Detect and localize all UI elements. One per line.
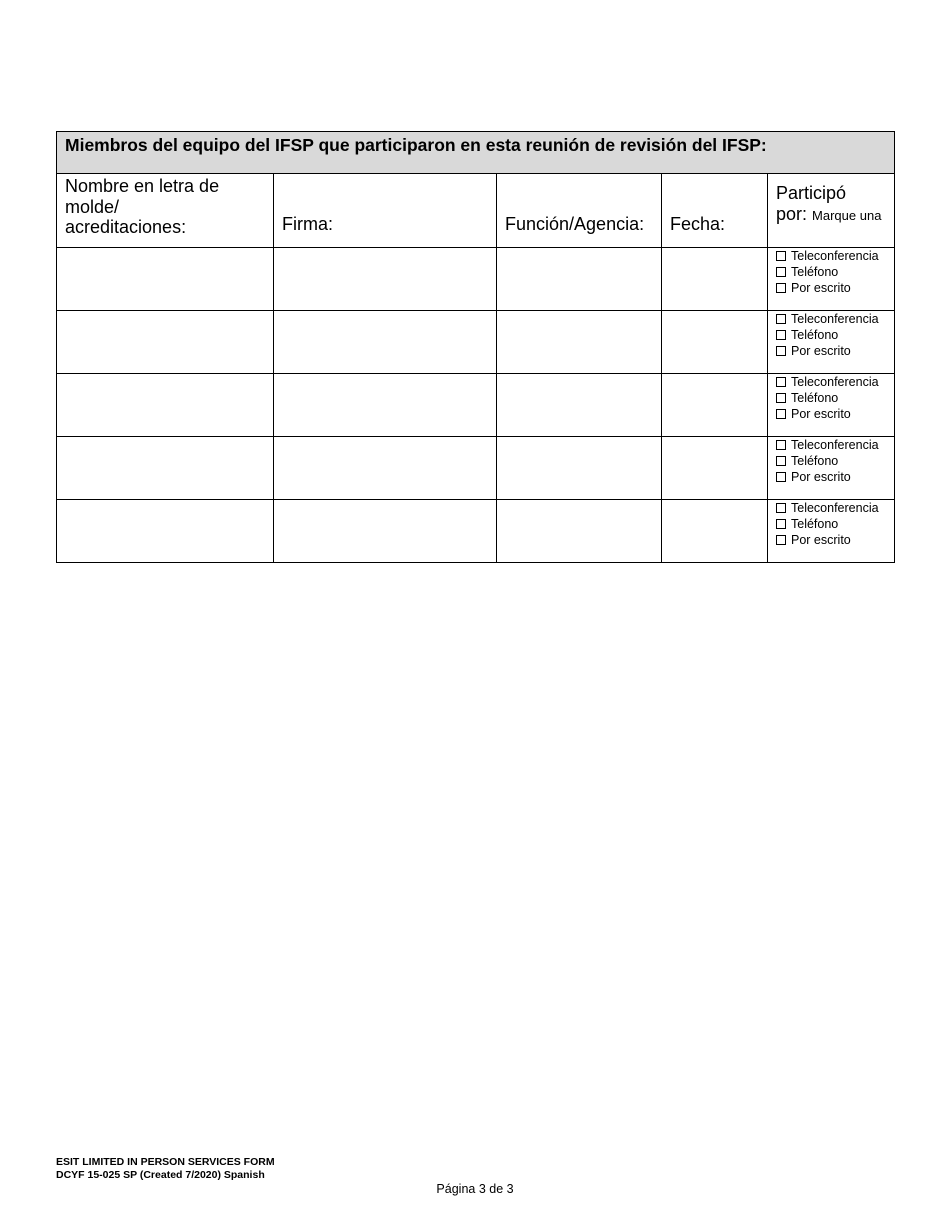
option-label: Por escrito: [791, 470, 851, 484]
header-signature-label: Firma:: [282, 214, 333, 234]
header-participated: [768, 174, 895, 248]
option-label: Teleconferencia: [791, 501, 879, 515]
header-signature: [274, 174, 497, 248]
option-label: Por escrito: [791, 344, 851, 358]
header-date-label: Fecha:: [670, 214, 726, 234]
option-written[interactable]: [776, 532, 894, 548]
table-row: [57, 437, 895, 500]
option-teleconference[interactable]: [776, 500, 894, 516]
date-field[interactable]: [662, 500, 768, 563]
date-field[interactable]: [662, 311, 768, 374]
option-written[interactable]: [776, 406, 894, 422]
option-label: Teléfono: [791, 328, 839, 342]
checkbox-icon[interactable]: [776, 409, 786, 419]
role-field[interactable]: [497, 500, 662, 563]
option-teleconference[interactable]: [776, 311, 894, 327]
option-label: Por escrito: [791, 281, 851, 295]
option-written[interactable]: [776, 469, 894, 485]
header-role-label: Función/Agencia:: [505, 214, 645, 234]
checkbox-icon[interactable]: [776, 251, 786, 261]
checkbox-icon[interactable]: [776, 440, 786, 450]
option-label: Por escrito: [791, 533, 851, 547]
signature-field[interactable]: [274, 311, 497, 374]
role-field[interactable]: [497, 248, 662, 311]
checkbox-icon[interactable]: [776, 503, 786, 513]
header-participated-hint: Marque una: [812, 207, 882, 223]
table-row: [57, 500, 895, 563]
header-name-line1: Nombre en letra de: [65, 176, 220, 196]
date-field[interactable]: [662, 248, 768, 311]
name-field[interactable]: [57, 311, 274, 374]
table-title: Miembros del equipo del IFSP que participaron en esta reunión de revisión del IFSP:: [65, 135, 767, 155]
header-date: [662, 174, 768, 248]
option-label: Teléfono: [791, 391, 839, 405]
option-teleconference[interactable]: [776, 437, 894, 453]
form-footer: [56, 1156, 275, 1181]
name-field[interactable]: [57, 437, 274, 500]
checkbox-icon[interactable]: [776, 346, 786, 356]
checkbox-icon[interactable]: [776, 456, 786, 466]
header-role: [497, 174, 662, 248]
option-label: Teléfono: [791, 265, 839, 279]
checkbox-icon[interactable]: [776, 330, 786, 340]
option-written[interactable]: [776, 343, 894, 359]
header-participated-line1: Participó: [776, 183, 847, 203]
header-participated-line2: por:: [776, 203, 808, 224]
role-field[interactable]: [497, 437, 662, 500]
checkbox-icon[interactable]: [776, 377, 786, 387]
name-field[interactable]: [57, 500, 274, 563]
signature-field[interactable]: [274, 248, 497, 311]
form-name: ESIT LIMITED IN PERSON SERVICES FORM: [56, 1156, 275, 1168]
option-label: Teleconferencia: [791, 438, 879, 452]
role-field[interactable]: [497, 311, 662, 374]
ifsp-team-members-table: [56, 131, 895, 563]
signature-field[interactable]: [274, 437, 497, 500]
option-label: Teléfono: [791, 517, 839, 531]
option-label: Teleconferencia: [791, 375, 879, 389]
option-phone[interactable]: [776, 390, 894, 406]
header-name: [57, 174, 274, 248]
header-name-line3: acreditaciones:: [65, 217, 187, 237]
option-phone[interactable]: [776, 453, 894, 469]
checkbox-icon[interactable]: [776, 283, 786, 293]
option-phone[interactable]: [776, 516, 894, 532]
option-label: Teleconferencia: [791, 249, 879, 263]
checkbox-icon[interactable]: [776, 472, 786, 482]
participation-options: [768, 437, 895, 500]
table-row: [57, 248, 895, 311]
participation-options: [768, 311, 895, 374]
option-written[interactable]: [776, 280, 894, 296]
table-row: [57, 374, 895, 437]
option-phone[interactable]: [776, 264, 894, 280]
option-label: Teleconferencia: [791, 312, 879, 326]
option-teleconference[interactable]: [776, 248, 894, 264]
name-field[interactable]: [57, 248, 274, 311]
checkbox-icon[interactable]: [776, 314, 786, 324]
signature-field[interactable]: [274, 500, 497, 563]
form-code: DCYF 15-025 SP (Created 7/2020) Spanish: [56, 1168, 265, 1181]
checkbox-icon[interactable]: [776, 393, 786, 403]
checkbox-icon[interactable]: [776, 519, 786, 529]
option-label: Por escrito: [791, 407, 851, 421]
checkbox-icon[interactable]: [776, 267, 786, 277]
table-row: [57, 311, 895, 374]
name-field[interactable]: [57, 374, 274, 437]
participation-options: [768, 248, 895, 311]
page-number: Página 3 de 3: [436, 1182, 514, 1196]
signature-field[interactable]: [274, 374, 497, 437]
date-field[interactable]: [662, 374, 768, 437]
option-teleconference[interactable]: [776, 374, 894, 390]
table-title-cell: [57, 132, 895, 174]
header-name-line2: molde/: [65, 196, 120, 217]
role-field[interactable]: [497, 374, 662, 437]
option-label: Teléfono: [791, 454, 839, 468]
checkbox-icon[interactable]: [776, 535, 786, 545]
option-phone[interactable]: [776, 327, 894, 343]
participation-options: [768, 374, 895, 437]
participation-options: [768, 500, 895, 563]
date-field[interactable]: [662, 437, 768, 500]
